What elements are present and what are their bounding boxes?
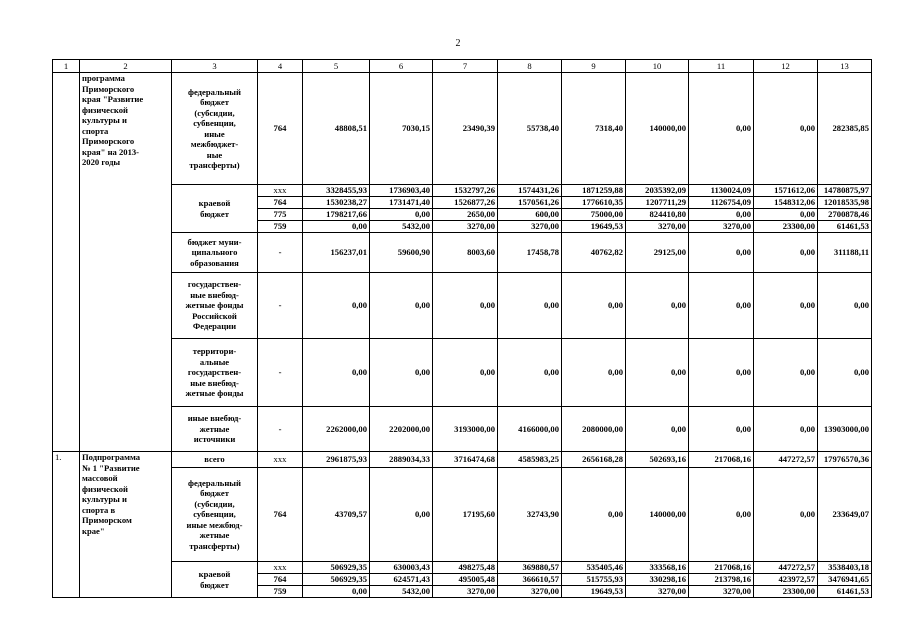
amount-cell: 1776610,35: [562, 197, 626, 209]
row-number: 1.: [53, 452, 80, 598]
header-cell: 3: [172, 60, 258, 73]
amount-cell: 7318,40: [562, 73, 626, 185]
amount-cell: 824410,80: [626, 209, 689, 221]
budget-code: -: [258, 407, 303, 452]
amount-cell: 217068,16: [689, 562, 754, 574]
header-cell: 9: [562, 60, 626, 73]
table-row: [53, 233, 872, 273]
amount-cell: 1871259,88: [562, 185, 626, 197]
amount-cell: 0,00: [754, 209, 818, 221]
amount-cell: 0,00: [818, 339, 872, 407]
budget-code: 764: [258, 574, 303, 586]
amount-cell: 1570561,26: [498, 197, 562, 209]
budget-code: 759: [258, 586, 303, 598]
amount-cell: 1526877,26: [433, 197, 498, 209]
amount-cell: 0,00: [370, 339, 433, 407]
page-number: 2: [455, 38, 461, 49]
amount-cell: 61461,53: [818, 586, 872, 598]
amount-cell: 3270,00: [689, 221, 754, 233]
amount-cell: 2889034,33: [370, 452, 433, 468]
amount-cell: 48808,51: [303, 73, 370, 185]
amount-cell: 515755,93: [562, 574, 626, 586]
budget-code: 764: [258, 197, 303, 209]
amount-cell: 5432,00: [370, 586, 433, 598]
budget-code: 764: [258, 73, 303, 185]
header-cell: 8: [498, 60, 562, 73]
amount-cell: 1530238,27: [303, 197, 370, 209]
table-row: [53, 562, 872, 574]
amount-cell: 0,00: [754, 73, 818, 185]
amount-cell: 311188,11: [818, 233, 872, 273]
amount-cell: 2202000,00: [370, 407, 433, 452]
amount-cell: 0,00: [370, 468, 433, 562]
budget-code: -: [258, 273, 303, 339]
amount-cell: 17976570,36: [818, 452, 872, 468]
amount-cell: 3193000,00: [433, 407, 498, 452]
amount-cell: 1798217,66: [303, 209, 370, 221]
table-row: [53, 185, 872, 197]
amount-cell: 1130024,09: [689, 185, 754, 197]
amount-cell: 3538403,18: [818, 562, 872, 574]
amount-cell: 0,00: [498, 273, 562, 339]
amount-cell: 0,00: [562, 468, 626, 562]
amount-cell: 23300,00: [754, 586, 818, 598]
header-cell: 2: [80, 60, 172, 73]
amount-cell: 502693,16: [626, 452, 689, 468]
amount-cell: 624571,43: [370, 574, 433, 586]
amount-cell: 282385,85: [818, 73, 872, 185]
amount-cell: 0,00: [689, 339, 754, 407]
amount-cell: 535405,46: [562, 562, 626, 574]
header-cell: 10: [626, 60, 689, 73]
amount-cell: 14780875,97: [818, 185, 872, 197]
table-row: [53, 452, 872, 468]
program-name: Подпрограмма № 1 "Развитие массовой физической культуры и спорта в Приморском крае": [80, 452, 172, 598]
amount-cell: 0,00: [689, 468, 754, 562]
amount-cell: 59600,90: [370, 233, 433, 273]
funding-source: государствен- ные внебюд- жетные фонды Российской Федерации: [172, 273, 258, 339]
amount-cell: 366610,57: [498, 574, 562, 586]
amount-cell: 3716474,68: [433, 452, 498, 468]
amount-cell: 0,00: [562, 339, 626, 407]
amount-cell: 1532797,26: [433, 185, 498, 197]
budget-code: xxx: [258, 185, 303, 197]
amount-cell: 2700878,46: [818, 209, 872, 221]
amount-cell: 8003,60: [433, 233, 498, 273]
header-cell: 5: [303, 60, 370, 73]
amount-cell: 333568,16: [626, 562, 689, 574]
header-row: [53, 60, 872, 73]
funding-source: территори- альные государствен- ные внебюд- жетные фонды: [172, 339, 258, 407]
amount-cell: 213798,16: [689, 574, 754, 586]
amount-cell: 0,00: [303, 221, 370, 233]
funding-source: краевой бюджет: [172, 185, 258, 233]
amount-cell: 7030,15: [370, 73, 433, 185]
amount-cell: 17458,78: [498, 233, 562, 273]
amount-cell: 0,00: [562, 273, 626, 339]
amount-cell: 330298,16: [626, 574, 689, 586]
amount-cell: 12018535,98: [818, 197, 872, 209]
header-cell: 4: [258, 60, 303, 73]
amount-cell: 0,00: [754, 407, 818, 452]
budget-code: -: [258, 339, 303, 407]
amount-cell: 506929,35: [303, 574, 370, 586]
header-cell: 12: [754, 60, 818, 73]
amount-cell: 0,00: [689, 73, 754, 185]
amount-cell: 369880,57: [498, 562, 562, 574]
amount-cell: 29125,00: [626, 233, 689, 273]
table-row: [53, 407, 872, 452]
budget-code: 759: [258, 221, 303, 233]
amount-cell: 40762,82: [562, 233, 626, 273]
budget-code: -: [258, 233, 303, 273]
budget-code: xxx: [258, 562, 303, 574]
amount-cell: 506929,35: [303, 562, 370, 574]
amount-cell: 0,00: [689, 407, 754, 452]
amount-cell: 3270,00: [498, 586, 562, 598]
amount-cell: 5432,00: [370, 221, 433, 233]
program-name: программа Приморского края "Развитие физической культуры и спорта Приморского края" на 2013- 2020 годы: [80, 73, 172, 452]
amount-cell: 447272,57: [754, 562, 818, 574]
amount-cell: 2656168,28: [562, 452, 626, 468]
table-row: [53, 273, 872, 339]
amount-cell: 140000,00: [626, 73, 689, 185]
funding-source: иные внебюд- жетные источники: [172, 407, 258, 452]
funding-source: федеральный бюджет (субсидии, субвенции, иные межбюд- жетные трансферты): [172, 468, 258, 562]
amount-cell: 0,00: [754, 273, 818, 339]
amount-cell: 1574431,26: [498, 185, 562, 197]
amount-cell: 3270,00: [433, 221, 498, 233]
amount-cell: 13903000,00: [818, 407, 872, 452]
amount-cell: 2262000,00: [303, 407, 370, 452]
amount-cell: 2080000,00: [562, 407, 626, 452]
amount-cell: 19649,53: [562, 221, 626, 233]
funding-source: всего: [172, 452, 258, 468]
amount-cell: 0,00: [303, 339, 370, 407]
amount-cell: 75000,00: [562, 209, 626, 221]
amount-cell: 630003,43: [370, 562, 433, 574]
amount-cell: 0,00: [754, 339, 818, 407]
amount-cell: 3270,00: [498, 221, 562, 233]
amount-cell: 3270,00: [626, 221, 689, 233]
funding-source: бюджет муни- ципального образования: [172, 233, 258, 273]
amount-cell: 0,00: [626, 339, 689, 407]
amount-cell: 0,00: [626, 273, 689, 339]
amount-cell: 233649,07: [818, 468, 872, 562]
table-row: [53, 73, 872, 185]
amount-cell: 600,00: [498, 209, 562, 221]
budget-code: 764: [258, 468, 303, 562]
amount-cell: 0,00: [303, 273, 370, 339]
amount-cell: 0,00: [689, 233, 754, 273]
amount-cell: 3476941,65: [818, 574, 872, 586]
amount-cell: 17195,60: [433, 468, 498, 562]
amount-cell: 0,00: [370, 273, 433, 339]
amount-cell: 140000,00: [626, 468, 689, 562]
amount-cell: 1731471,40: [370, 197, 433, 209]
amount-cell: 3270,00: [433, 586, 498, 598]
amount-cell: 2961875,93: [303, 452, 370, 468]
header-cell: 1: [53, 60, 80, 73]
amount-cell: 156237,01: [303, 233, 370, 273]
amount-cell: 0,00: [689, 273, 754, 339]
amount-cell: 495005,48: [433, 574, 498, 586]
amount-cell: 2035392,09: [626, 185, 689, 197]
amount-cell: 0,00: [754, 233, 818, 273]
row-number: [53, 73, 80, 452]
amount-cell: 1548312,06: [754, 197, 818, 209]
amount-cell: 4166000,00: [498, 407, 562, 452]
amount-cell: 1571612,06: [754, 185, 818, 197]
funding-source: федеральный бюджет (субсидии, субвенции, иные межбюджет- ные трансферты): [172, 73, 258, 185]
funding-source: краевой бюджет: [172, 562, 258, 598]
amount-cell: 32743,90: [498, 468, 562, 562]
amount-cell: 447272,57: [754, 452, 818, 468]
amount-cell: 0,00: [754, 468, 818, 562]
amount-cell: 4585983,25: [498, 452, 562, 468]
budget-code: xxx: [258, 452, 303, 468]
amount-cell: 3270,00: [689, 586, 754, 598]
amount-cell: 1126754,09: [689, 197, 754, 209]
table-row: [53, 468, 872, 562]
amount-cell: 0,00: [433, 273, 498, 339]
amount-cell: 55738,40: [498, 73, 562, 185]
amount-cell: 0,00: [433, 339, 498, 407]
amount-cell: 0,00: [689, 209, 754, 221]
amount-cell: 0,00: [370, 209, 433, 221]
amount-cell: 0,00: [626, 407, 689, 452]
amount-cell: 3270,00: [626, 586, 689, 598]
amount-cell: 0,00: [303, 586, 370, 598]
amount-cell: 1736903,40: [370, 185, 433, 197]
amount-cell: 43709,57: [303, 468, 370, 562]
amount-cell: 19649,53: [562, 586, 626, 598]
table-row: [53, 339, 872, 407]
amount-cell: 2650,00: [433, 209, 498, 221]
amount-cell: 423972,57: [754, 574, 818, 586]
amount-cell: 61461,53: [818, 221, 872, 233]
amount-cell: 23300,00: [754, 221, 818, 233]
amount-cell: 23490,39: [433, 73, 498, 185]
amount-cell: 0,00: [498, 339, 562, 407]
budget-table: [52, 59, 872, 598]
amount-cell: 0,00: [818, 273, 872, 339]
budget-code: 775: [258, 209, 303, 221]
amount-cell: 1207711,29: [626, 197, 689, 209]
amount-cell: 3328455,93: [303, 185, 370, 197]
header-cell: 7: [433, 60, 498, 73]
amount-cell: 498275,48: [433, 562, 498, 574]
header-cell: 6: [370, 60, 433, 73]
header-cell: 11: [689, 60, 754, 73]
header-cell: 13: [818, 60, 872, 73]
amount-cell: 217068,16: [689, 452, 754, 468]
